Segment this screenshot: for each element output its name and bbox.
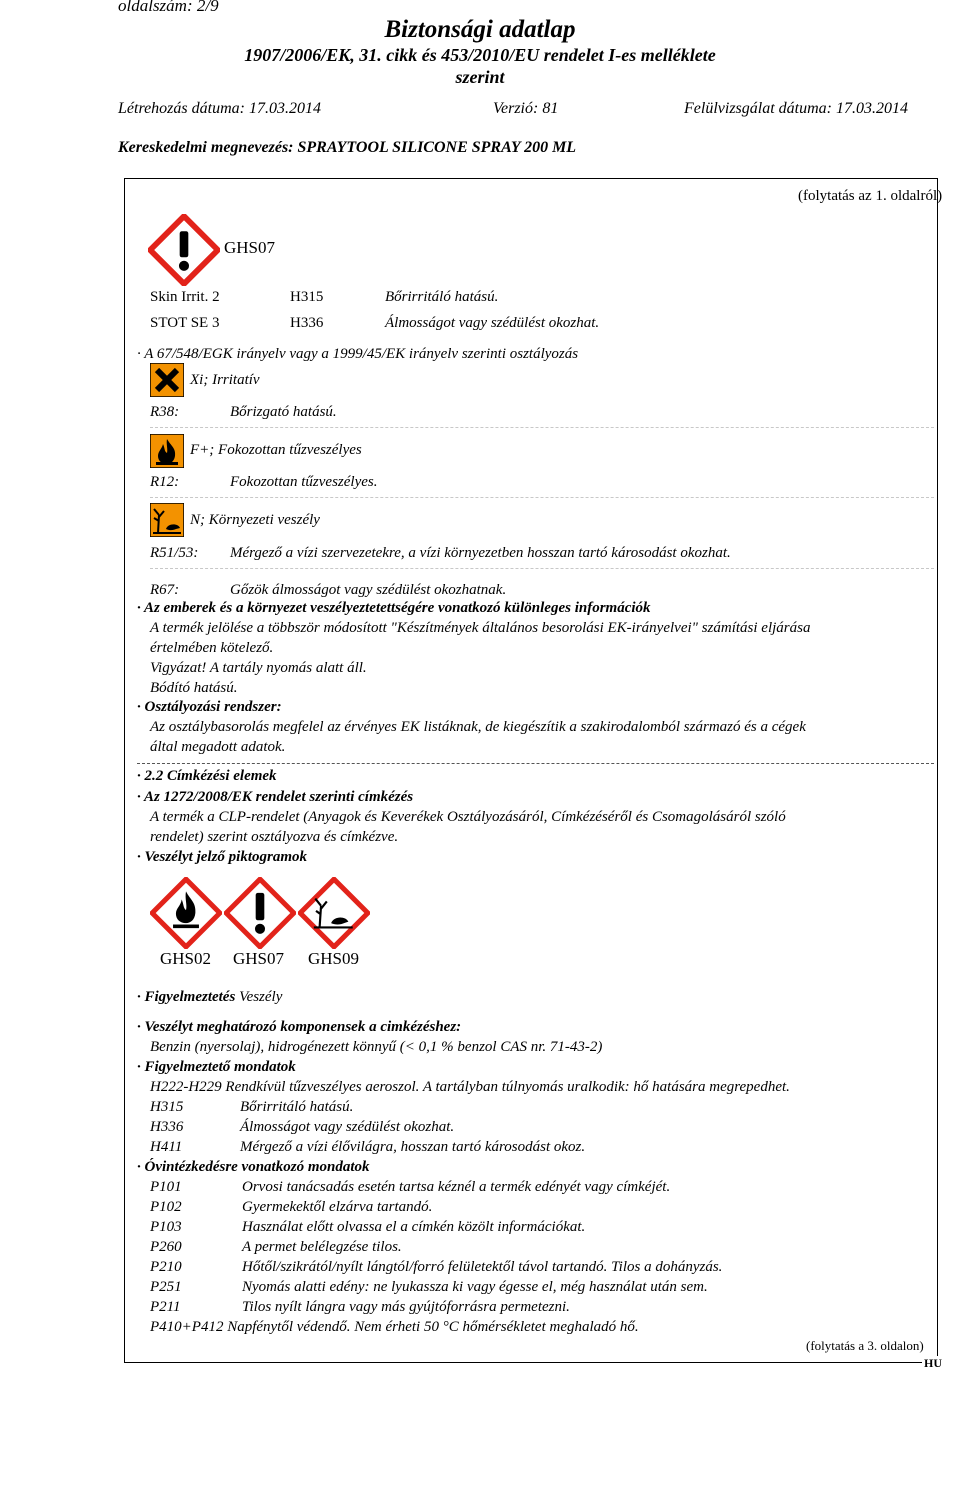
p-code: P211 xyxy=(150,1299,181,1315)
h-code: H315 xyxy=(150,1099,184,1115)
page-number: oldalszám: 2/9 xyxy=(118,0,219,15)
p-text: Orvosi tanácsadás esetén tartsa kéznél a termék edényét vagy címkéjét. xyxy=(242,1179,671,1195)
p-text: Hőtől/szikrától/nyílt lángtól/forró felületektől távol tartandó. Tilos a dohányzás. xyxy=(242,1259,723,1275)
pictogram-label: GHS07 xyxy=(233,949,285,968)
pictogram-label: GHS02 xyxy=(160,949,212,968)
h-statement-row xyxy=(150,1139,585,1156)
r67-code: R67: xyxy=(150,582,180,598)
section-separator xyxy=(137,763,934,764)
n-label: N; Környezeti veszély xyxy=(190,512,320,528)
ghs07-label: GHS07 xyxy=(224,238,276,257)
hazard-text: Álmosságot vagy szédülést okozhat. xyxy=(385,315,600,331)
p-text: Tilos nyílt lángra vagy más gyújtóforrásra permetezni. xyxy=(242,1299,570,1315)
h-statements-heading: · Figyelmeztető mondatok xyxy=(137,1059,296,1075)
hazard-class: STOT SE 3 xyxy=(150,315,220,331)
r38-text: Bőrizgató hatású. xyxy=(230,404,337,420)
hazard-row xyxy=(150,315,599,332)
revision-date: Felülvizsgálat dátuma: 17.03.2014 xyxy=(684,100,908,117)
special-info-line: A termék jelölése a többször módosított "Készítmények általános besorolási EK-irányelvei" számítási eljárása xyxy=(150,620,811,636)
ghs07-exclamation-icon xyxy=(224,877,296,949)
h-statement-row xyxy=(150,1119,454,1136)
hazard-code: H315 xyxy=(290,289,324,305)
p-text: A permet belélegzése tilos. xyxy=(242,1239,402,1255)
h-text: Álmosságot vagy szédülést okozhat. xyxy=(240,1119,455,1135)
h-text: Mérgező a vízi élővilágra, hosszan tartó károsodást okoz. xyxy=(240,1139,586,1155)
ghs09-environment-icon xyxy=(298,877,370,949)
f-plus-label: F+; Fokozottan tűzveszélyes xyxy=(190,442,362,458)
signal-word-label: · Figyelmeztetés xyxy=(137,989,236,1005)
h-code: H411 xyxy=(150,1139,183,1155)
p-statement-row xyxy=(150,1279,708,1296)
p-statement-row xyxy=(150,1179,670,1196)
p-statement-row xyxy=(150,1259,722,1276)
h222-statement: H222-H229 Rendkívül tűzveszélyes aeroszol. A tartályban túlnyomás uralkodik: hő hatására megrepedhet. xyxy=(150,1079,790,1095)
flame-icon xyxy=(150,434,184,468)
environment-hazard-icon xyxy=(150,503,184,537)
p410-statement: P410+P412 Napfénytől védendő. Nem érheti 50 °C hőmérsékletet meghaladó hő. xyxy=(150,1319,639,1335)
version: Verzió: 81 xyxy=(493,100,559,117)
r5153-text: Mérgező a vízi szervezetekre, a vízi környezetben hosszan tartó károsodást okozhat. xyxy=(230,545,731,561)
label-elements-heading: · 2.2 Címkézési elemek xyxy=(137,768,277,784)
document-title: Biztonsági adatlap xyxy=(384,16,576,43)
p-statements-heading: · Óvintézkedésre vonatkozó mondatok xyxy=(137,1159,370,1175)
creation-date: Létrehozás dátuma: 17.03.2014 xyxy=(118,100,321,117)
eu-class-heading: · A 67/548/EGK irányelv vagy a 1999/45/EK irányelv szerinti osztályozás xyxy=(137,346,579,362)
r38-code: R38: xyxy=(150,404,180,420)
components-heading: · Veszélyt meghatározó komponensek a cimkézéshez: xyxy=(137,1019,462,1035)
p-text: Gyermekektől elzárva tartandó. xyxy=(242,1199,433,1215)
xi-label: Xi; Irritatív xyxy=(190,372,260,388)
components-text: Benzin (nyersolaj), hidrogénezett könnyű (< 0,1 % benzol CAS nr. 71-43-2) xyxy=(150,1039,603,1055)
r12-code: R12: xyxy=(150,474,180,490)
continued-from-note: (folytatás az 1. oldalról) xyxy=(798,188,943,204)
classification-line: által megadott adatok. xyxy=(150,739,286,755)
trade-name: Kereskedelmi megnevezés: SPRAYTOOL SILICONE SPRAY 200 ML xyxy=(118,139,577,156)
dotted-separator xyxy=(150,568,934,569)
classification-line: Az osztálybasorolás megfelel az érvényes EK listáknak, de kiegészítik a szakirodalomból származó és a cégek xyxy=(150,719,806,735)
special-info-heading: · Az emberek és a környezet veszélyeztetettségére vonatkozó különleges információk xyxy=(137,600,651,616)
p-code: P102 xyxy=(150,1199,182,1215)
clp-heading: · Az 1272/2008/EK rendelet szerinti címkézés xyxy=(137,789,414,805)
hazard-text: Bőrirritáló hatású. xyxy=(385,289,499,305)
dotted-separator xyxy=(150,497,934,498)
language-code: HU xyxy=(924,1356,942,1370)
h-code: H336 xyxy=(150,1119,184,1135)
special-info-line: Bódító hatású. xyxy=(150,680,238,696)
special-info-line: Vigyázat! A tartály nyomás alatt áll. xyxy=(150,660,367,676)
hazard-code: H336 xyxy=(290,315,324,331)
regulation-line: 1907/2006/EK, 31. cikk és 453/2010/EU rendelet I-es melléklete xyxy=(244,45,716,65)
classification-heading: · Osztályozási rendszer: xyxy=(137,699,282,715)
p-code: P210 xyxy=(150,1259,182,1275)
p-statement-row xyxy=(150,1199,432,1216)
p-text: Használat előtt olvassa el a címkén közölt információkat. xyxy=(242,1219,586,1235)
signal-word: Veszély xyxy=(239,989,283,1005)
r5153-code: R51/53: xyxy=(150,545,199,561)
p-code: P101 xyxy=(150,1179,182,1195)
footer-rule xyxy=(124,1362,938,1363)
special-info-line: értelmében kötelező. xyxy=(150,640,274,656)
regulation-line-2: szerint xyxy=(455,67,505,87)
continued-to-note: (folytatás a 3. oldalon) xyxy=(806,1338,924,1353)
signal-word-line xyxy=(137,989,282,1006)
r67-text: Gőzök álmosságot vagy szédülést okozhatnak. xyxy=(230,582,507,598)
p-code: P103 xyxy=(150,1219,182,1235)
ghs07-exclamation-icon xyxy=(148,214,220,286)
hazard-row xyxy=(150,289,498,306)
pictogram-label: GHS09 xyxy=(308,949,360,968)
p-code: P260 xyxy=(150,1239,182,1255)
dotted-separator xyxy=(150,427,934,428)
ghs02-flame-icon xyxy=(150,877,222,949)
p-statement-row xyxy=(150,1219,585,1236)
p-code: P251 xyxy=(150,1279,182,1295)
hazard-class: Skin Irrit. 2 xyxy=(150,289,220,305)
xi-irritant-icon xyxy=(150,363,184,397)
r12-text: Fokozottan tűzveszélyes. xyxy=(230,474,378,490)
p-statement-row xyxy=(150,1299,570,1316)
clp-text: rendelet) szerint osztályozva és címkézve. xyxy=(150,829,399,845)
clp-text: A termék a CLP-rendelet (Anyagok és Keverékek Osztályozásáról, Címkézéséről és Csomagolásáról szóló xyxy=(150,809,786,825)
pictograms-heading: · Veszélyt jelző piktogramok xyxy=(137,849,307,865)
h-text: Bőrirritáló hatású. xyxy=(240,1099,354,1115)
p-text: Nyomás alatti edény: ne lyukassza ki vagy égesse el, még használat után sem. xyxy=(242,1279,708,1295)
h-statement-row xyxy=(150,1099,353,1116)
p-statement-row xyxy=(150,1239,402,1256)
